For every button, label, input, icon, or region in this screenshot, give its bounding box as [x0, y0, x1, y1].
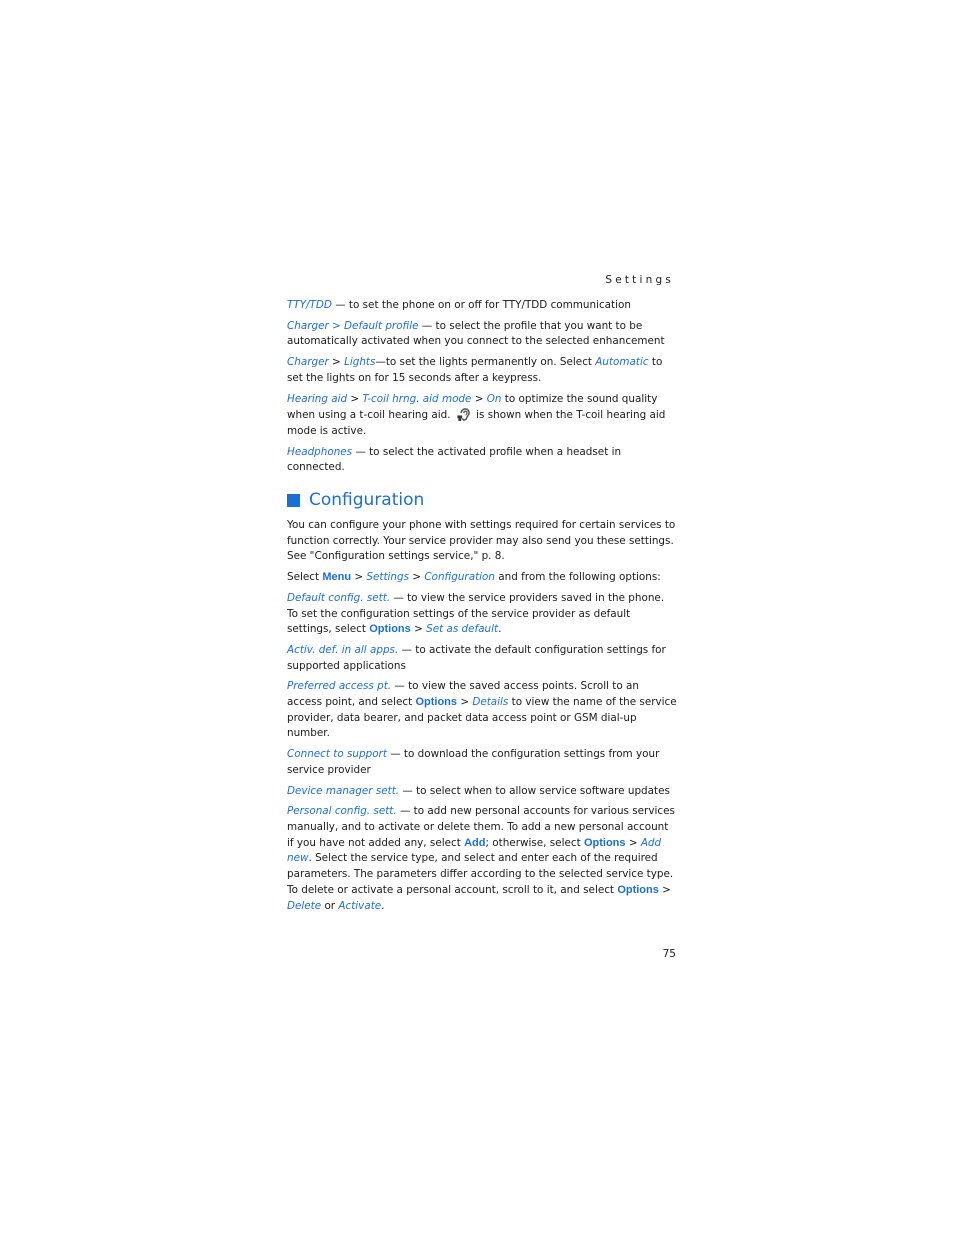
section-intro — [287, 518, 677, 586]
running-header: Settings — [605, 274, 674, 286]
body-text: > — [328, 356, 345, 369]
body-text: You can configure your phone with settings required for certain services to function correctly. Your service provider may also send you these settings. See "Configuration settings service," p. 8. — [287, 519, 676, 563]
body-text: . — [498, 623, 502, 636]
softkey-term: Options — [617, 883, 659, 896]
page-number: 75 — [662, 948, 676, 960]
menu-path-term: Default config. sett. — [287, 591, 391, 604]
menu-path-term: Set as default — [426, 623, 499, 636]
settings-list-top — [287, 298, 677, 476]
menu-path-term: Activate — [338, 899, 382, 912]
body-text: > — [410, 623, 427, 636]
body-text: Select — [287, 571, 323, 584]
body-text: ; otherwise, select — [485, 836, 584, 849]
paragraph — [287, 591, 677, 638]
paragraph — [287, 643, 677, 674]
menu-path-term: Headphones — [287, 445, 353, 458]
menu-path-term: Delete — [287, 899, 322, 912]
body-text: > — [457, 696, 473, 709]
body-text: is shown when the T-coil hearing aid mode is active. — [287, 409, 666, 437]
section-title: Configuration — [309, 490, 425, 511]
body-text: to set the lights on for 15 seconds after a keypress. — [287, 356, 663, 384]
body-text: > — [347, 392, 363, 405]
body-text: > — [351, 571, 367, 584]
paragraph — [287, 355, 677, 386]
paragraph — [287, 298, 677, 314]
menu-path-term: Configuration — [424, 571, 495, 584]
section-heading — [287, 489, 677, 511]
menu-path-term: T-coil hrng. aid mode — [362, 392, 472, 405]
menu-path-term: Device manager sett. — [287, 784, 400, 797]
body-text: to view the name of the service provider, data bearer, and packet data access point or GSM dial-up number. — [287, 696, 677, 740]
body-text: > — [409, 571, 425, 584]
body-text: — to select the profile that you want to be automatically activated when you connect to the selected enhancement — [287, 319, 665, 348]
menu-path-term: TTY/TDD — [287, 299, 332, 311]
softkey-term: Menu — [322, 571, 352, 584]
menu-path-term: On — [486, 392, 502, 405]
body-text: to optimize the sound quality when using a t-coil hearing aid. — [287, 392, 658, 422]
paragraph — [287, 679, 677, 742]
menu-path-term: Charger > Default profile — [287, 319, 419, 332]
content-column — [287, 298, 677, 919]
body-text: — to view the service providers saved in the phone. To set the configuration settings of the service provider as default settings, select — [287, 591, 665, 636]
paragraph — [287, 747, 677, 778]
menu-path-term: Personal config. sett. — [287, 805, 397, 818]
menu-path-term: Connect to support — [287, 748, 387, 761]
body-text: — to view the saved access points. Scroll to an access point, and select — [287, 680, 639, 709]
body-text: — to download the configuration settings from your service provider — [287, 748, 660, 776]
menu-path-term: Hearing aid — [287, 392, 348, 405]
paragraph — [287, 570, 677, 586]
body-text: > — [471, 392, 487, 405]
menu-path-term: Lights — [344, 356, 376, 369]
paragraph — [287, 784, 677, 800]
menu-path-term: Activ. def. in all apps. — [287, 643, 399, 656]
menu-path-term: Charger — [287, 356, 329, 369]
menu-path-term: Preferred access pt. — [287, 680, 392, 693]
body-text: . — [381, 899, 385, 912]
body-text: or — [321, 899, 339, 912]
softkey-term: Options — [369, 623, 411, 636]
body-text: . Select the service type, and select and enter each of the required parameters. The parameters differ according to the selected service type. To delete or activate a personal account, scroll to it, and select — [287, 852, 674, 896]
section-square-icon — [287, 494, 300, 507]
paragraph — [287, 518, 677, 565]
body-text: — to activate the default configuration settings for supported applications — [287, 643, 666, 672]
paragraph — [287, 319, 677, 350]
menu-path-term: Add new — [287, 836, 662, 865]
hearing-aid-icon — [456, 407, 471, 422]
body-text: — to add new personal accounts for various services manually, and to activate or delete them. To add a new personal account if you have not added any, select — [287, 805, 675, 849]
body-text: > — [658, 883, 671, 896]
body-text: — to select the activated profile when a headset in connected. — [287, 445, 622, 474]
configuration-options-list — [287, 591, 677, 914]
softkey-term: Add — [464, 836, 486, 849]
body-text: — to set the phone on or off for TTY/TDD communication — [331, 299, 631, 311]
menu-path-term: Details — [472, 696, 509, 709]
paragraph — [287, 445, 677, 476]
body-text: > — [625, 836, 641, 849]
menu-path-term: Automatic — [595, 356, 649, 369]
body-text: — to select when to allow service software updates — [399, 784, 670, 797]
body-text: and from the following options: — [494, 571, 661, 584]
paragraph — [287, 392, 677, 440]
body-text: —to set the lights permanently on. Select — [375, 356, 596, 369]
softkey-term: Options — [415, 696, 458, 709]
softkey-term: Options — [583, 836, 626, 849]
menu-path-term: Settings — [366, 571, 410, 584]
paragraph — [287, 804, 677, 914]
